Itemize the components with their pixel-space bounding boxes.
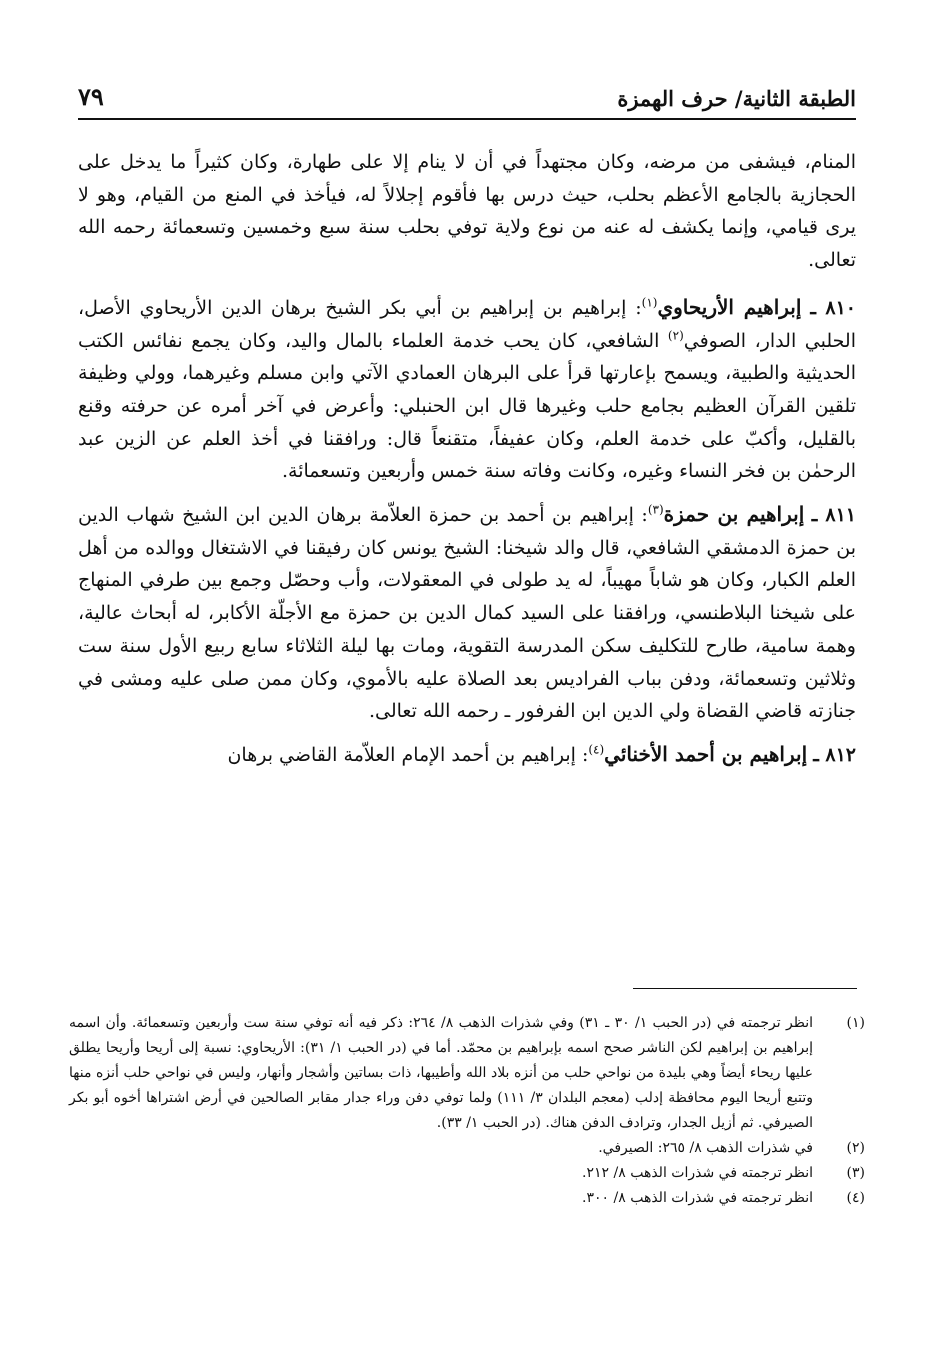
footnote-divider (633, 988, 857, 989)
paragraph-continuation: المنام، فيشفى من مرضه، وكان مجتهداً في أن لا ينام إلا على طهارة، وكان كثيراً ما يدخل على الحجازية بالجامع الأعظم بحلب، حيث درس بها فأقوم إجلالاً له، فيأخذ في المنع من القيام، وهو لا يرى قيامي، وإنما يكشف له عنه من نوع ولاية توفي بحلب سنة سبع وخمسين وتسعمائة رحمه الله تعالى. (78, 151, 856, 272)
entry-text: : إبراهيم بن إبراهيم بن أبي بكر الشيخ برهان الدين الأريحاوي الأصل، الحلبي الدار، الصوفي (78, 296, 856, 352)
entry-text: : إبراهيم بن أحمد بن حمزة العلاّمة برهان الدين ابن الشيخ شهاب الدين بن حمزة الدمشقي الشافعي، قال والد شيخنا: الشيخ يونس كان رفيقنا في الاشتغال ووالده من أهل العلم الكبار، وكان هو شاباً مهيباً، له يد طولى في المعقولات، وأب وحصّل وجمع بين طرفي المنهاج على شيخنا البلاطنسي، ورافقنا على السيد كمال الدين بن حمزة مع الأجلّة الأكابر، له أبحاث عالية، وهمة سامية، طارح للتكليف سكن المدرسة التقوية، ومات بها ليلة الثلاثاء سابع ربيع الأول سنة ست وثلاثين وتسعمائة، ودفن بباب الفراديس بعد الصلاة عليه بالأموي، وكان ممن صلى عليه ومشى في جنازته قاضي القضاة ولي الدين ابن الفرفور ـ رحمه الله تعالى. (78, 504, 856, 723)
footnote-ref: (١) (641, 295, 658, 310)
entry-811 (78, 498, 856, 728)
footnote-text: انظر ترجمته في شذرات الذهب ٨/ ٣٠٠. (582, 1190, 813, 1206)
entry-810 (78, 291, 856, 488)
page-header (78, 80, 856, 120)
footnote-text: في شذرات الذهب ٨/ ٢٦٥: الصيرفي. (598, 1140, 813, 1156)
footnote-text: انظر ترجمته في شذرات الذهب ٨/ ٢١٢. (582, 1165, 813, 1181)
footnote-4 (69, 1186, 865, 1211)
footnote-text: انظر ترجمته في (در الحبب ١/ ٣٠ ـ ٣١) وفي شذرات الذهب ٨/ ٢٦٤: ذكر فيه أنه توفي سنة ست وأربعين وتسعمائة. وأن اسمه إبراهيم بن إبراهيم لكن الناشر صحح اسمه بإبراهيم بن محمّد. أما في (در الحبب ١/ ٣١): الأريحاوي: نسبة إلى أريحا وأريحا يطلق عليها ريحاء أيضاً وهي بليدة من نواحي حلب من أنزه بلاد الله وأطيبها، ذات بساتين وأشجار وأنهار، وليس في نواحي حلب أنزه منها وتتبع أريحا اليوم محافظة إدلب (معجم البلدان ٣/ ١١١) ولما توفي دفن وراء جدار مقابر الصالحين في أرض اشتراها أخوه أبو بكر الصيرفي. ثم أزيل الجدار، وترادف الدفن هناك. (در الحبب ١/ ٣٣). (69, 1015, 814, 1131)
entry-number: ٨١١ ـ (811, 504, 856, 527)
entry-number: ٨١٠ ـ (810, 296, 856, 319)
running-title: الطبقة الثانية/ حرف الهمزة (617, 86, 856, 111)
entry-name: إبراهيم الأريحاوي (657, 294, 802, 319)
footnotes (69, 1011, 865, 1211)
entry-text: : إبراهيم بن أحمد الإمام العلاّمة القاضي برهان (227, 743, 589, 766)
footnote-ref: (٤) (588, 742, 605, 757)
entry-number: ٨١٢ ـ (813, 743, 856, 766)
entry-name: إبراهيم بن حمزة (663, 502, 805, 527)
footnote-ref: (٣) (647, 502, 664, 517)
entry-text: الشافعي، كان يحب خدمة العلماء بالمال واليد، وكان يجمع نفائس الكتب الحديثية والطبية، ويسمح بإعارتها قرأ على البرهان العمادي الآتي وابن مسلم وغيرهما، وولي وظيفة تلقين القرآن العظيم بجامع حلب وغيرها قال ابن الحنبلي: وأعرض في آخر أمره عن حرفته وقنع بالقليل، وأكبّ على خدمة العلم، وكان عفيفاً، متقنعاً قال: ورافقنا في أخذ العلم عن الزين عبد الرحمٰن بن فخر النساء وغيره، وكانت وفاته سنة خمس وأربعين وتسعمائة. (78, 329, 856, 483)
footnote-marker: (٤) (846, 1190, 865, 1206)
page-number: ٧٩ (78, 82, 104, 111)
entry-name: إبراهيم بن أحمد الأخنائي (604, 741, 808, 766)
main-text (78, 146, 856, 782)
entry-812 (78, 738, 856, 772)
footnote-marker: (١) (846, 1015, 865, 1031)
footnote-ref: (٢) (667, 328, 684, 343)
footnote-1 (69, 1011, 865, 1136)
footnote-3 (69, 1161, 865, 1186)
footnote-marker: (٢) (846, 1140, 865, 1156)
footnote-2 (69, 1136, 865, 1161)
footnote-marker: (٣) (846, 1165, 865, 1181)
